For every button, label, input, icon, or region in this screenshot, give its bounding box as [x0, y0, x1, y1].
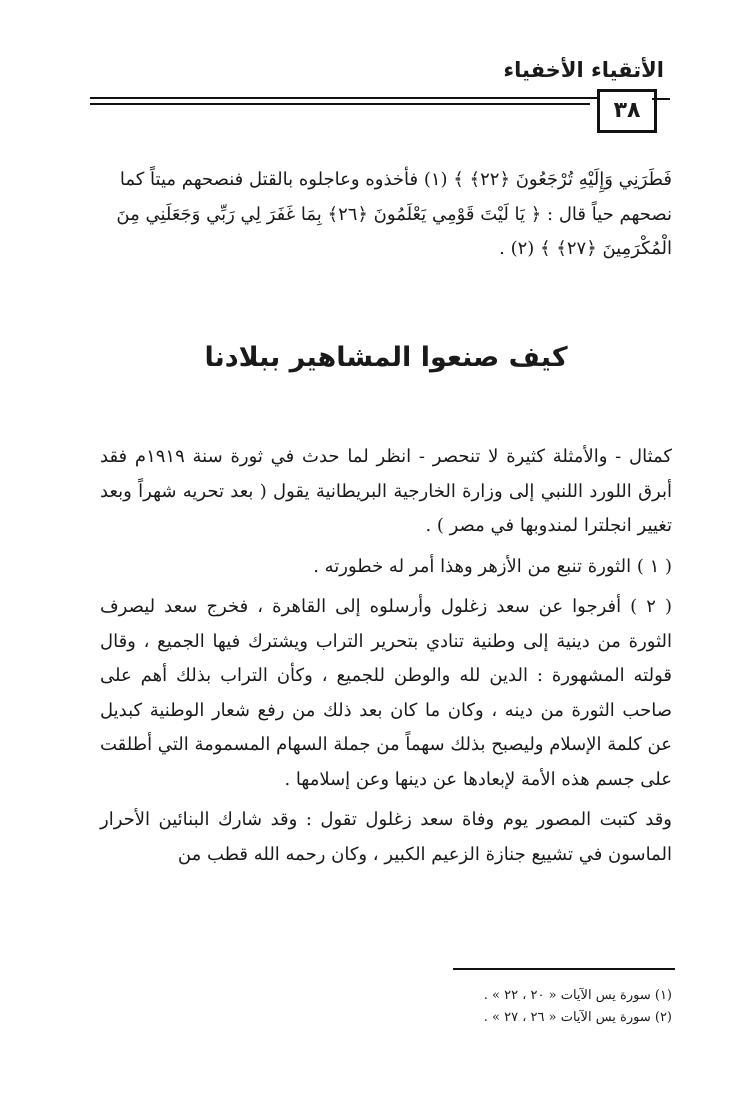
- quran-line: الْمُكْرَمِينَ ﴿٢٧﴾ ﴾ (٢) .: [499, 238, 672, 259]
- quran-passage: [100, 163, 672, 267]
- footnote-rule: [453, 968, 675, 970]
- page-number: ٣٨: [597, 89, 657, 133]
- main-text: [100, 440, 672, 872]
- running-title: الأتقياء الأخفياء: [503, 58, 664, 82]
- section-heading: كيف صنعوا المشاهير ببلادنا: [204, 342, 568, 373]
- quran-line: فَطَرَنِي وَإِلَيْهِ تُرْجَعُونَ ﴿٢٢﴾ ﴾ (١) فأخذوه وعاجلوه بالقتل فنصحهم ميتاً كما: [119, 169, 672, 190]
- header-rule-secondary: [90, 103, 590, 105]
- quran-line: نصحهم حياً قال : ﴿ يَا لَيْتَ قَوْمِي يَعْلَمُونَ ﴿٢٦﴾ بِمَا غَفَرَ لِي رَبِّي وَجَعَلَنِي مِنَ: [116, 203, 672, 225]
- footnote: (١) سورة يس الآيات « ٢٠ ، ٢٢ » .: [483, 988, 672, 1003]
- paragraph: ( ٢ ) أفرجوا عن سعد زغلول وأرسلوه إلى القاهرة ، فخرج سعد ليصرف الثورة من دينية إلى وطنية تنادي بتحرير التراب ويشترك فيها الجميع ، وقال قولته المشهورة : الدين لله والوطن للجميع ، وكأن التراب بذلك أهم على صاحب الثورة من دينه ، وكان ما كان بعد ذلك من رفع شعار الوطنية كبديل عن كلمة الإسلام وليصبح بذلك سهماً من جملة السهام المسمومة التي أطلقت على جسم هذه الأمة لإبعادها عن دينها وعن إسلامها .: [100, 596, 673, 790]
- paragraph: كمثال - والأمثلة كثيرة لا تنحصر - انظر لما حدث في ثورة سنة ١٩١٩م فقد أبرق اللورد اللنبي إلى وزارة الخارجية البريطانية يقول ( بعد تحريه شهراً وبعد تغيير انجلترا لمندوبها في مصر ) .: [100, 446, 672, 536]
- footnotes: [440, 985, 672, 1029]
- paragraph: ( ١ ) الثورة تنبع من الأزهر وهذا أمر له خطورته .: [313, 555, 672, 577]
- page-number-tick: [652, 98, 670, 100]
- footnote: (٢) سورة يس الآيات « ٢٦ ، ٢٧ » .: [483, 1010, 672, 1025]
- header-rule: [90, 97, 652, 99]
- paragraph: وقد كتبت المصور يوم وفاة سعد زغلول تقول : وقد شارك البنائين الأحرار الماسون في تشييع جنازة الزعيم الكبير ، وكان رحمه الله قطب من: [100, 809, 672, 865]
